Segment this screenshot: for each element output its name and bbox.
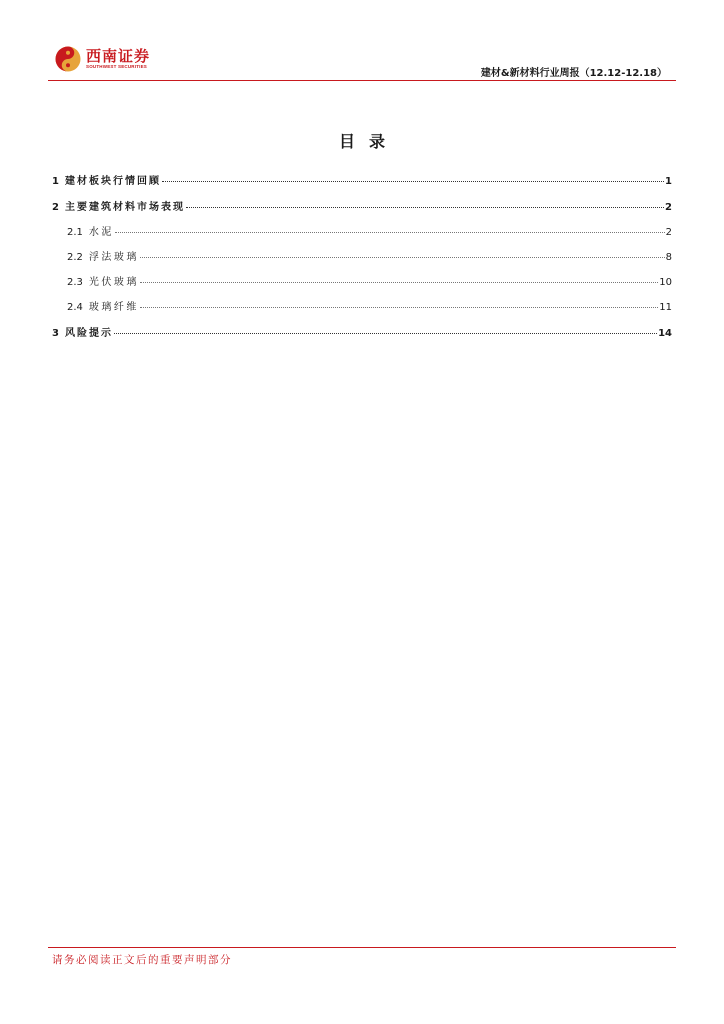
toc-dot-leader (115, 232, 665, 233)
logo-chinese-name: 西南证券 (86, 47, 151, 65)
toc-dot-leader (140, 257, 665, 258)
toc-entry-page: 14 (658, 328, 672, 339)
logo-english-name: SOUTHWEST SECURITIES (86, 64, 148, 69)
header-divider (48, 80, 676, 81)
toc-entry[interactable] (52, 298, 672, 312)
toc-entry-number: 2.2 (67, 252, 83, 263)
toc-entry-label: 浮法玻璃 (88, 252, 139, 263)
toc-entry-page: 2 (665, 227, 672, 238)
toc-entry-number: 2.1 (67, 227, 83, 238)
toc-entry[interactable] (52, 324, 672, 338)
toc-dot-leader (140, 307, 658, 308)
toc-entry-label: 风险提示 (64, 328, 113, 339)
toc-entry-number: 3 (52, 328, 59, 339)
toc-entry-number: 2.3 (67, 277, 83, 288)
report-title: 建材&新材料行业周报（12.12-12.18） (480, 68, 667, 79)
toc-entry[interactable] (52, 273, 672, 287)
toc-title: 目录 (338, 132, 399, 151)
toc-dot-leader (114, 333, 657, 334)
toc-entry[interactable] (52, 248, 672, 262)
toc-dot-leader (162, 181, 664, 182)
toc-entry-number: 2.4 (67, 302, 83, 313)
toc-entry-page: 10 (659, 277, 672, 288)
footer-disclaimer: 请务必阅读正文后的重要声明部分 (52, 954, 232, 966)
toc-entry-number: 2 (52, 202, 59, 213)
toc-dot-leader (186, 207, 664, 208)
toc-entry-label: 水泥 (88, 227, 114, 238)
toc-entry-page: 1 (665, 176, 672, 187)
toc-entry-page: 11 (659, 302, 672, 313)
toc-entry-page: 8 (665, 252, 672, 263)
toc-entry-number: 1 (52, 176, 59, 187)
toc-entry-label: 光伏玻璃 (88, 277, 139, 288)
toc-entry-label: 玻璃纤维 (88, 302, 139, 313)
table-of-contents (52, 172, 672, 338)
toc-entry-label: 建材板块行情回顾 (64, 176, 161, 187)
toc-entry[interactable] (52, 172, 672, 186)
toc-dot-leader (140, 282, 658, 283)
company-logo-icon (55, 46, 81, 72)
toc-entry[interactable] (52, 198, 672, 212)
footer-divider (48, 947, 676, 948)
toc-entry-label: 主要建筑材料市场表现 (64, 202, 185, 213)
toc-entry-page: 2 (665, 202, 672, 213)
toc-entry[interactable] (52, 223, 672, 237)
company-logo (55, 44, 150, 74)
